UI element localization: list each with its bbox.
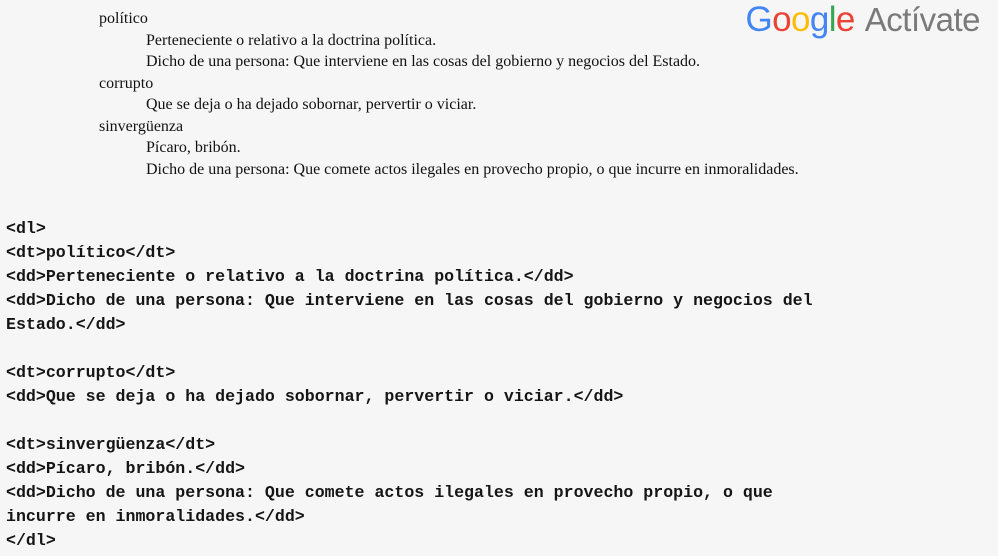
- logo-letter: G: [745, 0, 773, 39]
- code-line: <dd>Dicho de una persona: Que interviene en las cosas del gobierno y negocios del: [6, 291, 813, 310]
- html-source-code: [6, 217, 992, 553]
- code-line: </dl>: [6, 531, 56, 550]
- code-line: <dd>Pícaro, bribón.</dd>: [6, 459, 245, 478]
- code-line: <dt>sinvergüenza</dt>: [6, 435, 216, 454]
- logo-letter: o: [790, 0, 810, 39]
- logo-letter: e: [835, 0, 855, 39]
- definition-description: Perteneciente o relativo a la doctrina política.: [146, 31, 437, 49]
- definition-list: [0, 8, 998, 180]
- code-line: [6, 337, 992, 361]
- code-line: <dd>Dicho de una persona: Que comete actos ilegales en provecho propio, o que: [6, 483, 773, 502]
- definition-description: Dicho de una persona: Que comete actos ilegales en provecho propio, o que incurre en inmoralidades.: [146, 160, 799, 178]
- definition-description: Pícaro, bribón.: [146, 139, 241, 156]
- definition-term: sinvergüenza: [99, 117, 184, 135]
- code-line: <dd>Que se deja o ha dejado sobornar, pervertir o viciar.</dd>: [6, 387, 624, 406]
- definition-description: Dicho de una persona: Que interviene en las cosas del gobierno y negocios del Estado.: [146, 53, 701, 70]
- logo-letter: l: [828, 0, 836, 39]
- brand-suffix: Actívate: [864, 1, 980, 38]
- logo-letter: o: [772, 0, 791, 39]
- rendered-definition-list: [0, 8, 998, 180]
- definition-description: Que se deja o ha dejado sobornar, pervertir o viciar.: [146, 96, 477, 113]
- definition-term: corrupto: [99, 74, 154, 92]
- definition-term: político: [99, 10, 148, 27]
- code-line: <dd>Perteneciente o relativo a la doctrina política.</dd>: [6, 267, 574, 286]
- logo-letter: g: [809, 0, 829, 39]
- code-line: <dt>político</dt>: [6, 243, 176, 262]
- code-line: incurre en inmoralidades.</dd>: [6, 507, 305, 526]
- code-line: <dl>: [6, 219, 46, 238]
- code-line: [6, 409, 992, 433]
- code-line: <dt>corrupto</dt>: [6, 363, 176, 382]
- code-line: Estado.</dd>: [6, 315, 126, 334]
